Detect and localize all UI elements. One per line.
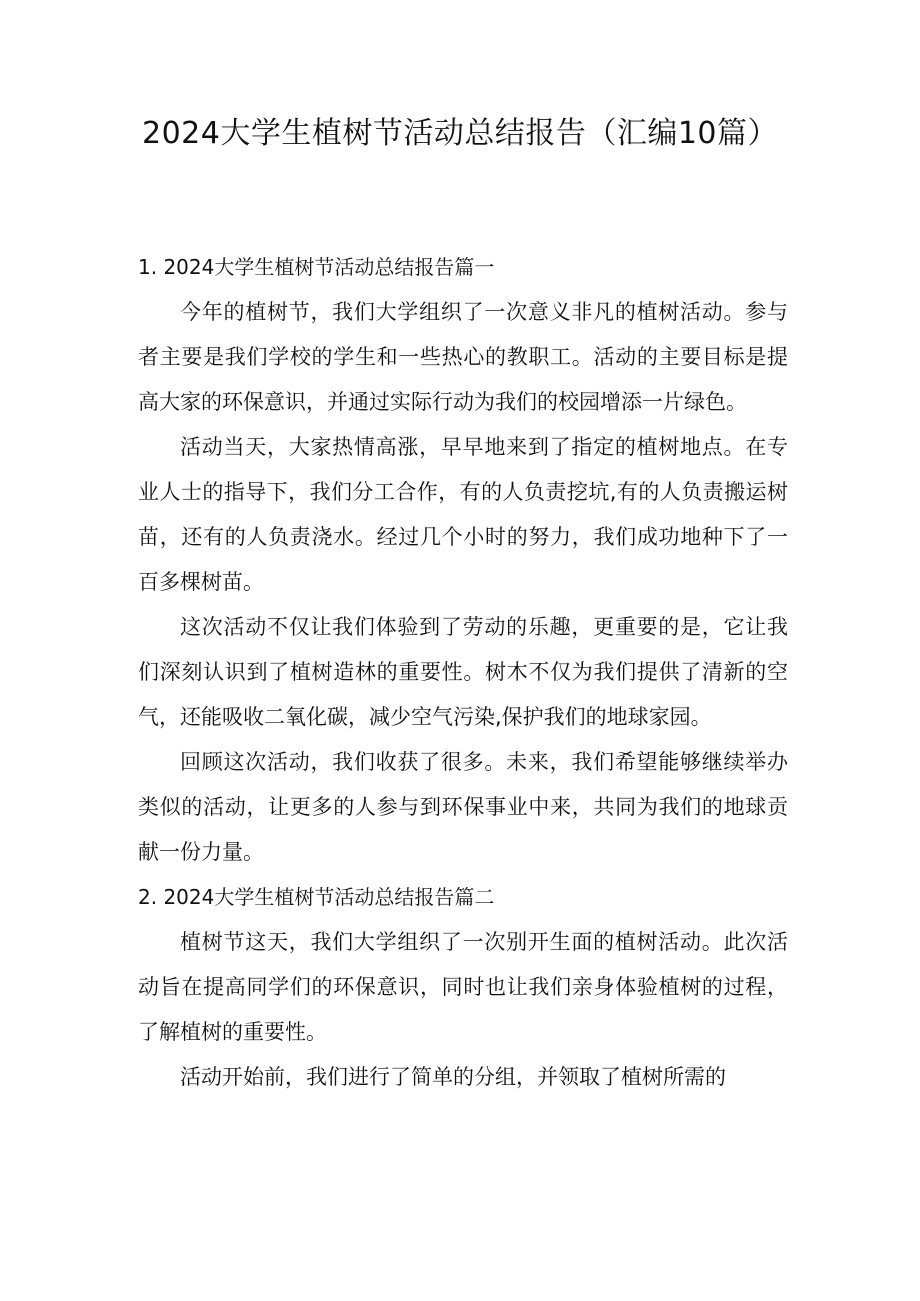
section-1	[138, 245, 788, 875]
section-heading: 2. 2024大学生植树节活动总结报告篇二	[138, 885, 495, 909]
paragraph: 活动开始前，我们进行了简单的分组，并领取了植树所需的	[180, 1065, 726, 1089]
document-title: 2024大学生植树节活动总结报告（汇编10篇）	[141, 116, 779, 151]
section-heading: 1. 2024大学生植树节活动总结报告篇一	[138, 255, 495, 279]
document-body	[138, 245, 788, 1100]
paragraph: 今年的植树节，我们大学组织了一次意义非凡的植树活动。参与者主要是我们学校的学生和一些热心的教职工。活动的主要目标是提高大家的环保意识，并通过实际行动为我们的校园增添一片绿色。	[138, 300, 788, 414]
paragraph: 植树节这天，我们大学组织了一次别开生面的植树活动。此次活动旨在提高同学们的环保意识，同时也让我们亲身体验植树的过程，了解植树的重要性。	[138, 930, 788, 1044]
paragraph: 这次活动不仅让我们体验到了劳动的乐趣，更重要的是，它让我们深刻认识到了植树造林的重要性。树木不仅为我们提供了清新的空气，还能吸收二氧化碳，减少空气污染,保护我们的地球家园。	[138, 615, 788, 729]
paragraph: 回顾这次活动，我们收获了很多。未来，我们希望能够继续举办类似的活动，让更多的人参与到环保事业中来，共同为我们的地球贡献一份力量。	[138, 750, 788, 864]
paragraph: 活动当天，大家热情高涨，早早地来到了指定的植树地点。在专业人士的指导下，我们分工合作，有的人负责挖坑,有的人负责搬运树苗，还有的人负责浇水。经过几个小时的努力，我们成功地种下了一百多棵树苗。	[138, 435, 788, 594]
section-2	[138, 875, 788, 1100]
